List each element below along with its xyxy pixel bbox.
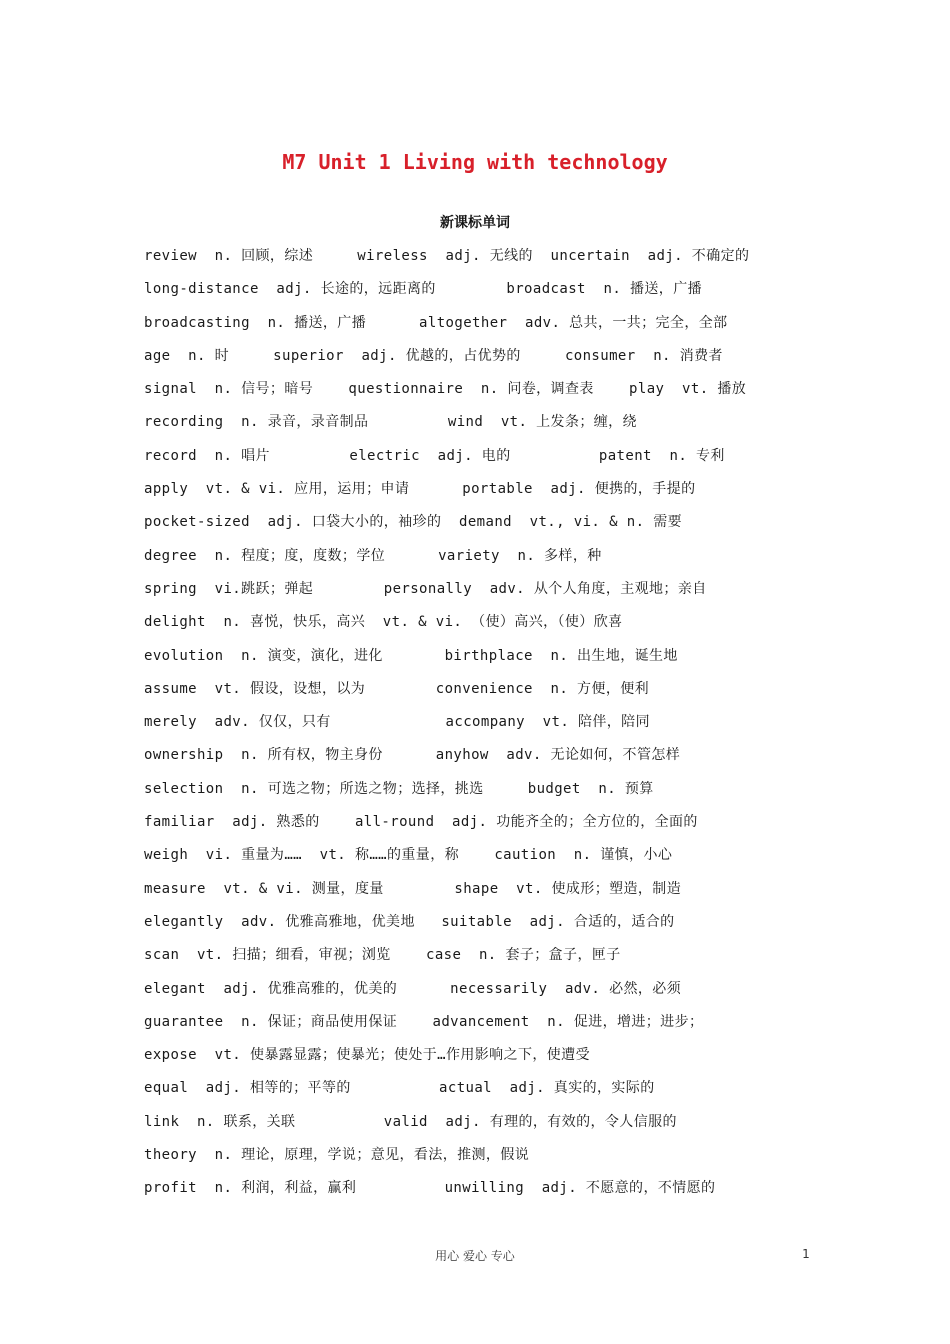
page-number: 1 bbox=[802, 1247, 810, 1261]
vocab-line: record n. 唱片 electric adj. 电的 patent n. 专利 bbox=[144, 447, 725, 464]
vocab-line: apply vt. & vi. 应用，运用；申请 portable adj. 便携的，手提的 bbox=[144, 481, 696, 498]
vocab-line: spring vi.跳跃；弹起 personally adv. 从个人角度，主观地；亲自 bbox=[144, 580, 707, 597]
vocab-line: measure vt. & vi. 测量，度量 shape vt. 使成形；塑造，制造 bbox=[144, 880, 682, 897]
vocab-line: profit n. 利润，利益，赢利 unwilling adj. 不愿意的，不情愿的 bbox=[144, 1180, 716, 1197]
vocab-line: evolution n. 演变，演化，进化 birthplace n. 出生地，诞生地 bbox=[144, 647, 678, 664]
document-title: M7 Unit 1 Living with technology bbox=[282, 150, 668, 174]
vocab-line: elegantly adv. 优雅高雅地，优美地 suitable adj. 合适的，适合的 bbox=[144, 913, 675, 930]
vocab-line: equal adj. 相等的；平等的 actual adj. 真实的，实际的 bbox=[144, 1080, 655, 1097]
vocab-line: weigh vi. 重量为…… vt. 称……的重量，称 caution n. 谨慎，小心 bbox=[144, 847, 673, 864]
vocab-line: selection n. 可选之物；所选之物；选择，挑选 budget n. 预算 bbox=[144, 780, 654, 797]
vocab-line: merely adv. 仅仅，只有 accompany vt. 陪伴，陪同 bbox=[144, 714, 650, 731]
section-subtitle: 新课标单词 bbox=[440, 215, 510, 231]
vocab-line: pocket-sized adj. 口袋大小的，袖珍的 demand vt., vi. & n. 需要 bbox=[144, 514, 683, 531]
vocab-line: signal n. 信号；暗号 questionnaire n. 问卷，调查表 play vt. 播放 bbox=[144, 381, 747, 398]
vocab-line: recording n. 录音，录音制品 wind vt. 上发条；缠，绕 bbox=[144, 414, 637, 431]
vocab-line: long-distance adj. 长途的，远距离的 broadcast n. 播送，广播 bbox=[144, 281, 703, 298]
vocab-line: assume vt. 假设，设想，以为 convenience n. 方便，便利 bbox=[144, 680, 650, 697]
vocab-line: guarantee n. 保证；商品使用保证 advancement n. 促进，增进；进步； bbox=[144, 1013, 704, 1030]
vocab-line: broadcasting n. 播送，广播 altogether adv. 总共，一共；完全，全部 bbox=[144, 314, 728, 331]
vocab-line: link n. 联系，关联 valid adj. 有理的，有效的，令人信服的 bbox=[144, 1113, 677, 1130]
vocab-line: expose vt. 使暴露显露；使暴光；使处于…作用影响之下，使遭受 bbox=[144, 1047, 590, 1064]
vocab-line: review n. 回顾，综述 wireless adj. 无线的 uncertain adj. 不确定的 bbox=[144, 248, 750, 264]
vocab-line: degree n. 程度；度，度数；学位 variety n. 多样，种 bbox=[144, 547, 602, 564]
vocab-line: elegant adj. 优雅高雅的，优美的 necessarily adv. 必然，必须 bbox=[144, 980, 682, 997]
vocab-line: theory n. 理论，原理，学说；意见，看法，推测，假说 bbox=[144, 1147, 530, 1164]
page-footer: 用心 爱心 专心 bbox=[435, 1249, 515, 1263]
vocab-line: age n. 时 superior adj. 优越的，占优势的 consumer n. 消费者 bbox=[144, 347, 723, 364]
vocabulary-list bbox=[144, 240, 844, 1206]
vocab-line: ownership n. 所有权，物主身份 anyhow adv. 无论如何，不管怎样 bbox=[144, 747, 681, 764]
vocab-line: delight n. 喜悦，快乐，高兴 vt. & vi. （使）高兴，（使）欣喜 bbox=[144, 614, 623, 631]
vocab-line: scan vt. 扫描；细看，审视；浏览 case n. 套子；盒子，匣子 bbox=[144, 947, 621, 964]
vocab-line: familiar adj. 熟悉的 all-round adj. 功能齐全的；全方位的，全面的 bbox=[144, 814, 698, 831]
